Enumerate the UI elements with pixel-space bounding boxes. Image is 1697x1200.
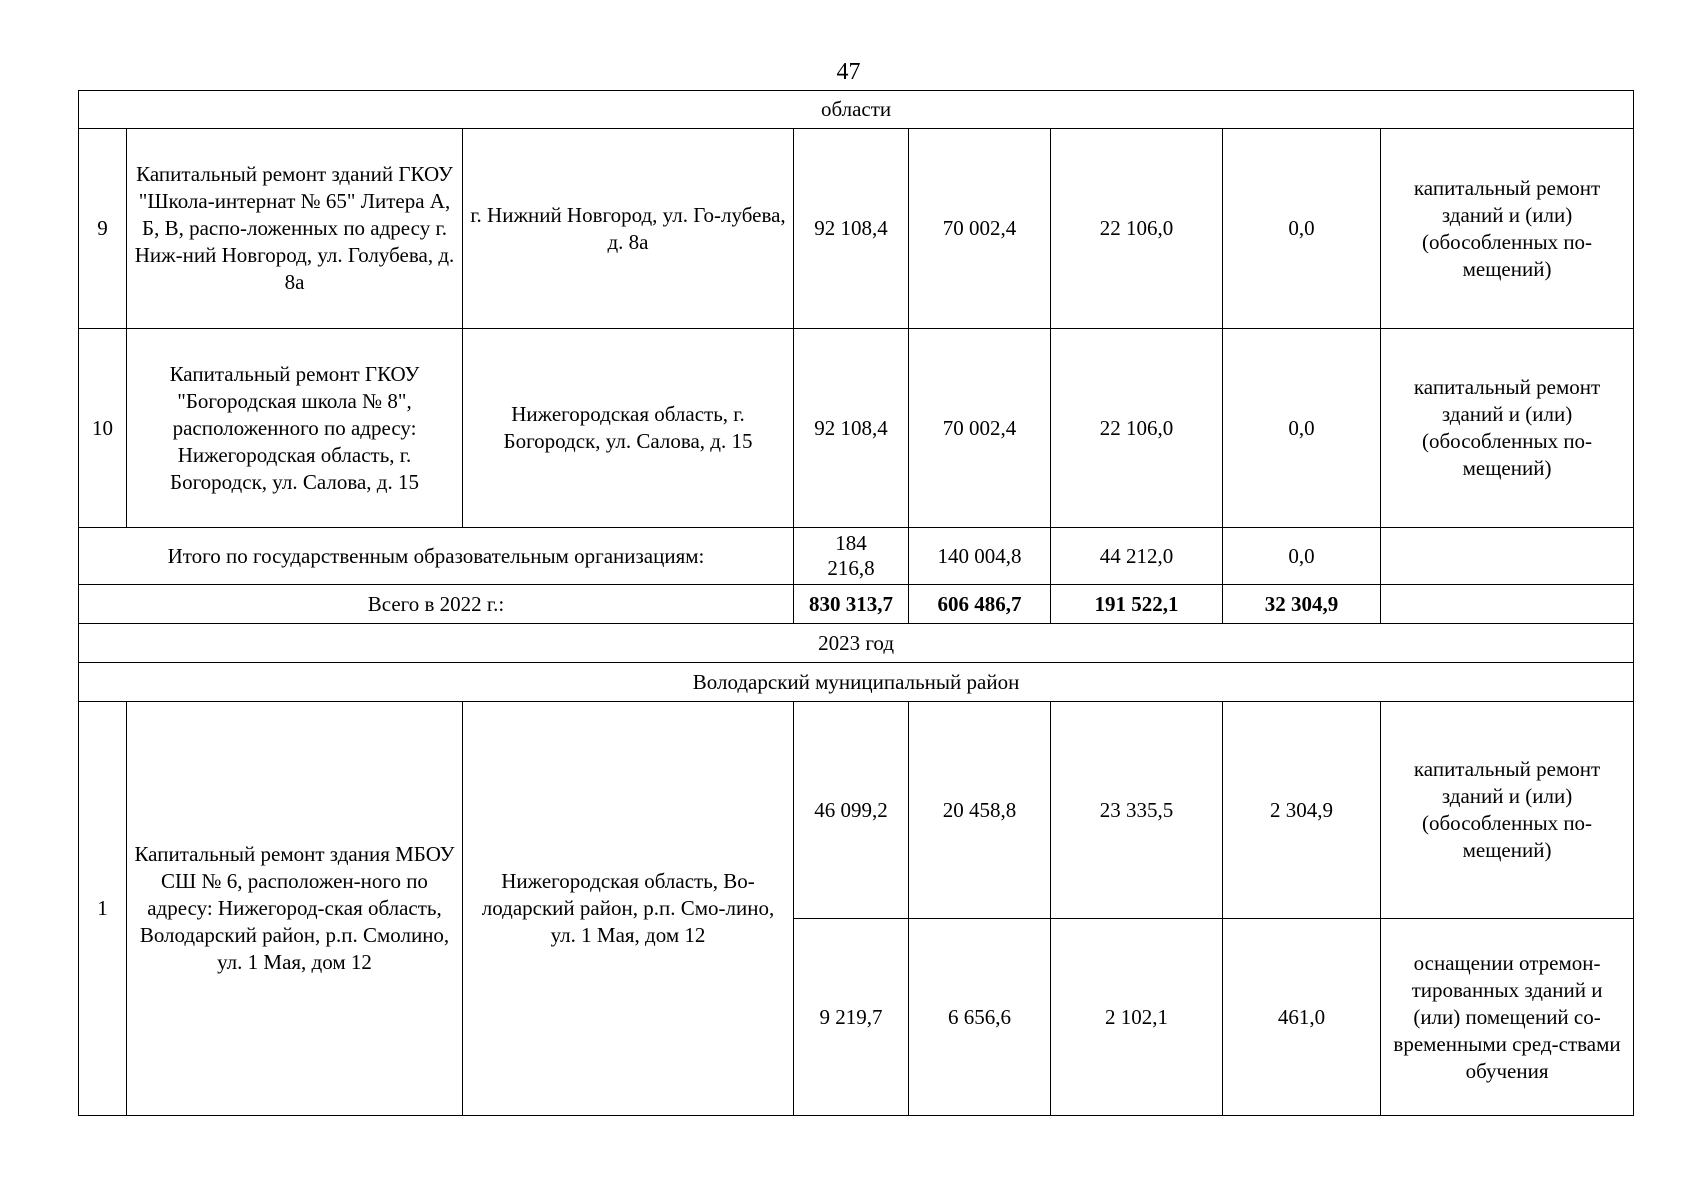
section-header: области xyxy=(79,91,1634,129)
regional-amount: 22 106,0 xyxy=(1051,329,1223,528)
local-amount: 2 304,9 xyxy=(1223,702,1381,919)
object-address: Нижегородская область, Во-лодарский район, р.п. Смо-лино, ул. 1 Мая, дом 12 xyxy=(463,702,794,1116)
regional-amount: 23 335,5 xyxy=(1051,702,1223,919)
federal-amount: 20 458,8 xyxy=(909,702,1051,919)
object-address: Нижегородская область, г. Богородск, ул. Салова, д. 15 xyxy=(463,329,794,528)
regional-amount: 22 106,0 xyxy=(1051,129,1223,329)
grand-total-local: 32 304,9 xyxy=(1223,585,1381,624)
purpose-text: оснащении отремон-тированных зданий и (или) помещений со-временными сред-ствами обучения xyxy=(1381,919,1634,1116)
subtotal-regional: 44 212,0 xyxy=(1051,528,1223,585)
subtotal-row xyxy=(79,528,1634,585)
local-amount: 0,0 xyxy=(1223,329,1381,528)
budget-table xyxy=(78,90,1634,1116)
object-name: Капитальный ремонт здания МБОУ СШ № 6, расположен-ного по адресу: Нижегород-ская область, Володарский район, р.п. Смолино, ул. 1 Мая, дом 12 xyxy=(127,702,463,1116)
table-row xyxy=(79,702,1634,919)
regional-amount: 2 102,1 xyxy=(1051,919,1223,1116)
purpose-text: капитальный ремонт зданий и (или) (обособленных по-мещений) xyxy=(1381,329,1634,528)
grand-total-regional: 191 522,1 xyxy=(1051,585,1223,624)
section-header-row xyxy=(79,91,1634,129)
total-amount: 46 099,2 xyxy=(794,702,909,919)
year-header-row xyxy=(79,624,1634,663)
district-header-row xyxy=(79,663,1634,702)
grand-total-row xyxy=(79,585,1634,624)
subtotal-local: 0,0 xyxy=(1223,528,1381,585)
page-number: 47 xyxy=(836,59,861,85)
row-number: 9 xyxy=(79,129,127,329)
grand-total-label: Всего в 2022 г.: xyxy=(79,585,794,624)
total-amount: 92 108,4 xyxy=(794,129,909,329)
grand-total-total: 830 313,7 xyxy=(794,585,909,624)
object-address: г. Нижний Новгород, ул. Го-лубева, д. 8а xyxy=(463,129,794,329)
subtotal-label: Итого по государственным образовательным организациям: xyxy=(79,528,794,585)
purpose-text: капитальный ремонт зданий и (или) (обособленных по-мещений) xyxy=(1381,702,1634,919)
year-header: 2023 год xyxy=(79,624,1634,663)
grand-total-purpose-empty xyxy=(1381,585,1634,624)
row-number: 10 xyxy=(79,329,127,528)
purpose-text: капитальный ремонт зданий и (или) (обособленных по-мещений) xyxy=(1381,129,1634,329)
district-header: Володарский муниципальный район xyxy=(79,663,1634,702)
object-name: Капитальный ремонт ГКОУ "Богородская школа № 8", расположенного по адресу: Нижегородская область, г. Богородск, ул. Салова, д. 15 xyxy=(127,329,463,528)
local-amount: 461,0 xyxy=(1223,919,1381,1116)
subtotal-purpose-empty xyxy=(1381,528,1634,585)
row-number: 1 xyxy=(79,702,127,1116)
total-amount: 92 108,4 xyxy=(794,329,909,528)
federal-amount: 70 002,4 xyxy=(909,329,1051,528)
grand-total-federal: 606 486,7 xyxy=(909,585,1051,624)
table-row xyxy=(79,129,1634,329)
subtotal-total xyxy=(794,528,909,585)
subtotal-total-line2: 216,8 xyxy=(827,556,875,580)
total-amount: 9 219,7 xyxy=(794,919,909,1116)
federal-amount: 70 002,4 xyxy=(909,129,1051,329)
local-amount: 0,0 xyxy=(1223,129,1381,329)
table-row xyxy=(79,329,1634,528)
federal-amount: 6 656,6 xyxy=(909,919,1051,1116)
subtotal-federal: 140 004,8 xyxy=(909,528,1051,585)
subtotal-total-line1: 184 xyxy=(835,531,867,555)
object-name: Капитальный ремонт зданий ГКОУ "Школа-интернат № 65" Литера А, Б, В, распо-ложенных по адресу г. Ниж-ний Новгород, ул. Голубева, д. 8а xyxy=(127,129,463,329)
